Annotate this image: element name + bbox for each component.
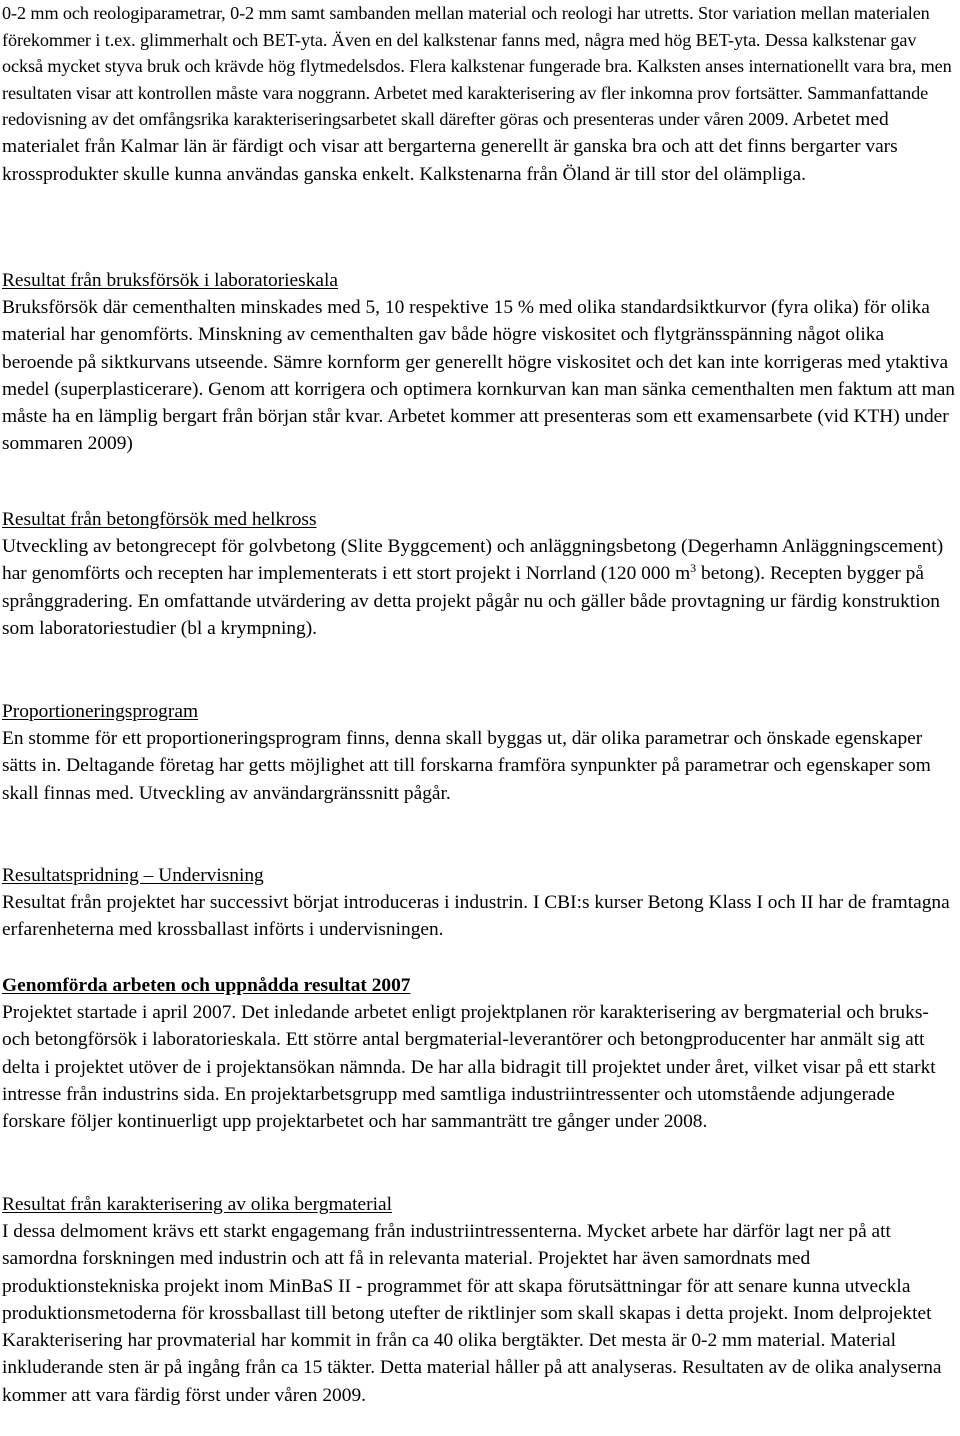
betong-text-after: betong). Recepten bygger på språnggradering. En omfattande utvärdering av detta projekt pågår nu och gäller både provtagning ur färdig konstruktion som laboratoriestudier (bl a krympning). bbox=[2, 563, 940, 639]
heading-betongforsok: Resultat från betongförsök med helkross bbox=[2, 509, 317, 530]
heading-bruksforsok: Resultat från bruksförsök i laboratorieskala bbox=[2, 270, 339, 291]
heading-resultatspridning: Resultatspridning – Undervisning bbox=[2, 865, 264, 886]
intro-paragraph bbox=[2, 0, 956, 188]
paragraph-proportioneringsprogram: En stomme för ett proportioneringsprogram finns, denna skall byggas ut, där olika parametrar och önskade egenskaper sätts in. Deltagande företag har getts möjlighet att till forskarna framföra synpunkter på parametrar och egenskaper som skall finnas med. Utveckling av användargränssnitt pågår. bbox=[2, 728, 931, 804]
paragraph-resultatspridning: Resultat från projektet har successivt börjat introduceras i industrin. I CBI:s kurser Betong Klass I och II har de framtagna erfarenheterna med krossballast införts i undervisningen. bbox=[2, 892, 950, 941]
paragraph-karakterisering: I dessa delmoment krävs ett starkt engagemang från industriintressenterna. Mycket arbete har därför lagt ner på att samordna forskningen med industrin och att få in relevanta material. Projektet har även samordnats med produktionstekniska projekt inom MinBaS II - programmet för att skapa förutsättningar för att senare kunna utveckla produktionsmetoderna för krossballast till betong utefter de riktlinjer som skall skapas i detta projekt. Inom delprojektet Karakterisering har provmaterial har kommit in från ca 40 olika bergtäkter. Det mesta är 0-2 mm material. Material inkluderande sten är på ingång från ca 15 täkter. Detta material håller på att analyseras. Resultaten av de olika analyserna kommer att vara färdig först under våren 2009. bbox=[2, 1221, 942, 1406]
intro-text-rest: Arbetet med materialet från Kalmar län är färdigt och visar att bergarterna generellt är ganska bra och att det finns bergarter vars krossprodukter skulle kunna användas ganska enkelt. Kalkstenarna från Öland är till stor del olämpliga. bbox=[2, 109, 898, 185]
betong-text-before: Utveckling av betongrecept för golvbetong (Slite Byggcement) och anläggningsbetong (Degerhamn Anläggningscement) har genomförts och recepten har implementerats i ett stort projekt i Norrland (120 000 m bbox=[2, 536, 944, 585]
heading-genomforda-arbeten: Genomförda arbeten och uppnådda resultat 2007 bbox=[2, 975, 411, 996]
intro-text-dense: 0-2 mm och reologiparametrar, 0-2 mm samt sambanden mellan material och reologi har utretts. Stor variation mellan materialen förekommer i t.ex. glimmerhalt och BET-yta. Även en del kalkstenar fanns med, några med hög BET-yta. Dessa kalkstenar gav också mycket styva bruk och krävde hög flytmedelsdos. Flera kalkstenar fungerade bra. Kalksten anses internationellt vara bra, men resultaten visar att kontrollen måste vara noggrann. Arbetet med karakterisering av fler inkomna prov fortsätter. Sammanfattande redovisning av det omfångsrika karakteriseringsarbetet skall därefter göras och presenteras under våren 2009. bbox=[2, 3, 952, 129]
paragraph-betongforsok bbox=[2, 533, 956, 642]
heading-proportioneringsprogram: Proportioneringsprogram bbox=[2, 701, 199, 722]
superscript-three: 3 bbox=[690, 561, 697, 576]
heading-karakterisering: Resultat från karakterisering av olika bergmaterial bbox=[2, 1194, 392, 1215]
paragraph-genomforda-arbeten: Projektet startade i april 2007. Det inledande arbetet enligt projektplanen rör karakterisering av bergmaterial och bruks- och betongförsök i laboratorieskala. Ett större antal bergmaterial-leverantörer och betongproducenter har anmält sig att delta i projektet utöver de i projektansökan nämnda. De har alla bidragit till projektet under året, vilket visar på ett starkt intresse från industrins sida. En projektarbetsgrupp med samtliga industriintressenter och utomstående adjungerade forskare följer kontinuerligt upp projektarbetet och har sammanträtt tre gånger under 2008. bbox=[2, 1002, 936, 1133]
paragraph-bruksforsok: Bruksförsök där cementhalten minskades med 5, 10 respektive 15 % med olika standardsiktkurvor (fyra olika) för olika material har genomförts. Minskning av cementhalten gav både högre viskositet och flytgränsspänning något olika beroende på siktkurvans utseende. Sämre kornform ger generellt högre viskositet och det kan inte korrigeras med ytaktiva medel (superplasticerare). Genom att korrigera och optimera kornkurvan kan man sänka cementhalten men faktum att man måste ha en lämplig bergart från början står kvar. Arbetet kommer att presenteras som ett examensarbete (vid KTH) under sommaren 2009) bbox=[2, 297, 956, 455]
